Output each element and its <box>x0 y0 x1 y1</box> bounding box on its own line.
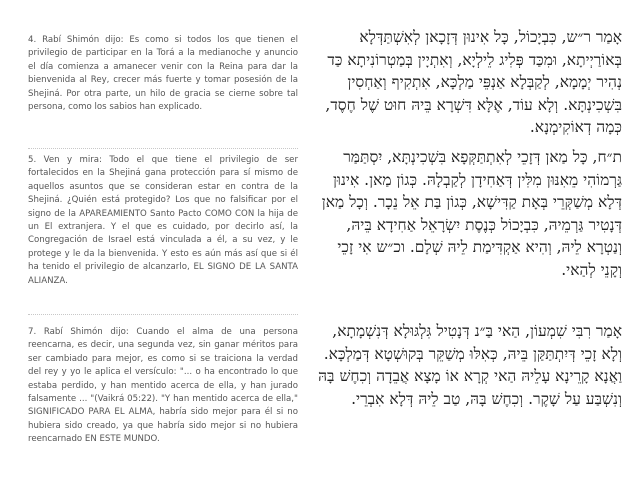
spanish-paragraph: 5. Ven y mira: Todo el que tiene el privilegio de ser fortalecidos en la Shejiná gana protección para sí mismo de aquellos asuntos que se consideran estar en contra de la Shejiná. ¿Quién está protegido? Los que no falsificar por el signo de la APAREAMIENTO Santo Pacto COMO CON la hija de un El extranjera. Y el que es cuidado, por decirlo así, la Congregación de Israel está vinculada a él, a su vez, y le protege y le da la bienvenida. Y esto es aún más así que si él ha tenido el privilegio de alcanzarlo, EL SIGNO DE LA SANTA ALIANZA. <box>28 155 298 286</box>
hebrew-paragraph: אָמַר רִבִּי שִׁמְעוֹן, הַאי בַּ״נ דְּנָטִיל גִּלְגּוּלָא דְּנִשְׁמָתָא, וְלָא זָכֵי דְּיִתְתַּקַּן בֵּיהּ, כְּאִלּוּ מְשַׁקֵּר בְּקוּשְׁטָא דְּמַלְכָּא. וַאֲנָא קָרֵינָא עָלֵיהּ הַאי קְרָא אוֹ מָצָא אֲבֵדָה וְכִחֶשׁ בָּהּ וְנִשְׁבַּע עַל שָׁקֶר. וְכִחֶשׁ בָּהּ, טַב לֵיהּ דְּלָא אִבְרֵי. <box>318 322 622 408</box>
section-7 <box>0 318 638 468</box>
section-4 <box>0 26 638 144</box>
section-divider <box>28 314 298 315</box>
hebrew-paragraph: ת״ח, כָּל מַאן דְּזָכֵי לְאִתְתַּקְּפָא בִּשְׁכִינְתָּא, יִסְתַּמַּר גַּרְמוֹהִי מֵאִנּוּן מִלִּין דְּאַחִידָן לְקַבְלָהּ. כְּגוֹן מַאן. אִינוּן דְּלָא מְשַׁקְּרֵי בְּאָת קַדִּישָׁא, כְּגוֹן בַּת אֵל נֵכָר. וְכָל מַאן דְּנָטִיר גַּרְמֵיהּ, כִּבְיָכוֹל כְּנֶסֶת יִשְׂרָאֵל אַחִידָא בֵּיהּ, וְנַטְרָא לֵיהּ, וְהִיא אַקְדִּימַת לֵיהּ שְׁלָם. וכ״ש אִי זָכֵי וְקָנֵי לְהַאי. <box>321 148 622 279</box>
hebrew-paragraph: אָמַר ר״ש, כִּבְיָכוֹל, כָּל אִינוּן דְּזָכָאן לְאִשְׁתַּדְּלָא בְּאוֹרַיְיתָא, וּמִכַּד פְּלִיג לֵילְיָא, וְאִתְיָין בְּמַטְרוֹנִיתָא כַּד נְהִיר יְמָמָא, לְקַבְּלָא אַנְפֵּי מַלְכָּא, אִתְקִיף וְאַחְסִין בִּשְׁכִינְתָּא. וְלָא עוֹד, אֶלָּא דִּשְׁרָא בֵּיהּ חוּט שֶׁל חֶסֶד, כְּמָה דְאוֹקִימְנָא. <box>325 28 622 137</box>
section-5 <box>0 146 638 310</box>
spanish-paragraph: 7. Rabí Shimón dijo: Cuando el alma de una persona reencarna, es decir, una segunda vez, sin ganar méritos para ser cambiado para mejor, es como si se traiciona la verdad del rey y yo le aplica el versículo: "... o ha encontrado lo que estaba perdido, y han mentido acerca de ella, y han jurado falsamente ... "(Vaikrá 05:22). "Y han mentido acerca de ella," SIGNIFICADO PARA EL ALMA, habría sido mejor para él si no hubiera sido creado, ya que habría sido mejor si no hubiera reencarnado EN ESTE MUNDO. <box>28 327 298 445</box>
spanish-paragraph: 4. Rabí Shimón dijo: Es como si todos los que tienen el privilegio de participar en la Torá a la medianoche y anuncio el día comienza a amanecer venir con la Reina para dar la bienvenida al Rey, crecer más fuerte y tomar posesión de la Shejiná. Por otra parte, un hilo de gracia se cierne sobre tal persona, como los sabios han explicado. <box>28 35 298 113</box>
